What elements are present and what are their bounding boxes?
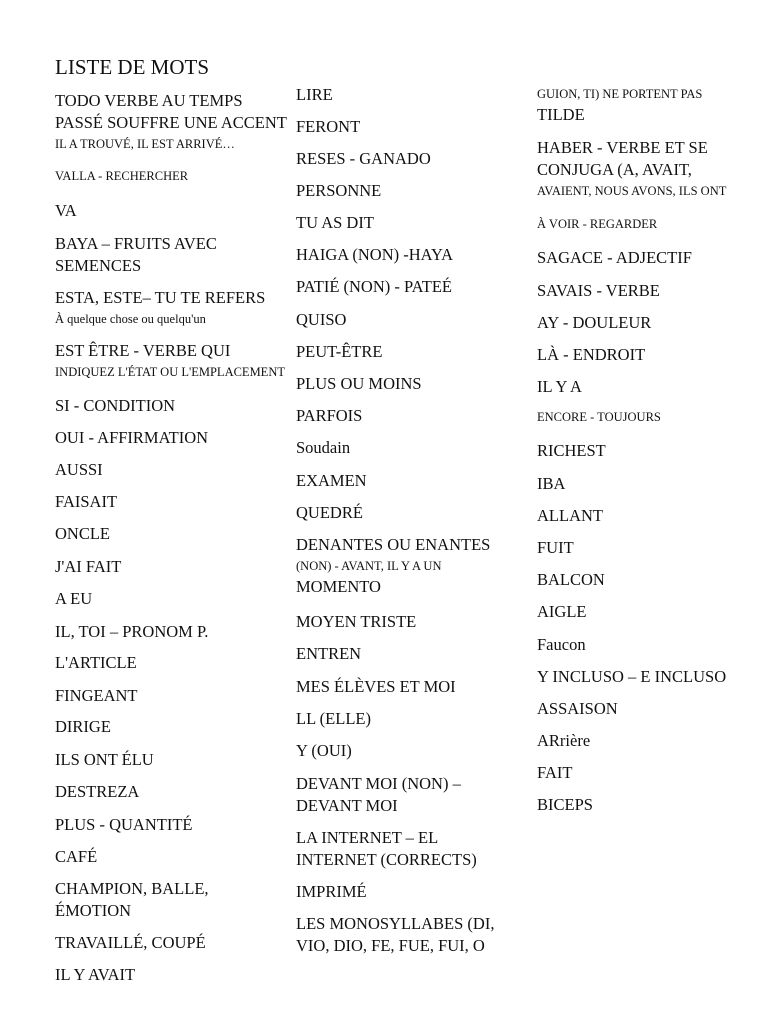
word-entry-line: L'ARTICLE xyxy=(55,653,137,672)
word-entry-line: RESES - GANADO xyxy=(296,149,431,168)
word-entry xyxy=(55,395,175,417)
word-entry xyxy=(296,534,490,598)
word-entry-line: Y (OUI) xyxy=(296,741,352,760)
word-entry xyxy=(55,233,217,277)
word-entry-line: IL A TROUVÉ, IL EST ARRIVÉ… xyxy=(55,137,235,151)
word-entry-line: DENANTES OU ENANTES xyxy=(296,535,491,554)
word-entry-line: A EU xyxy=(55,589,93,608)
word-entry xyxy=(55,716,111,738)
word-entry-line: VIO, DIO, FE, FUE, FUI, O xyxy=(296,936,485,955)
word-entry-line: HAIGA (NON) -HAYA xyxy=(296,245,454,264)
word-entry-line: INDIQUEZ L'ÉTAT OU L'EMPLACEMENT xyxy=(55,365,285,379)
word-entry xyxy=(55,878,209,922)
word-entry xyxy=(537,440,606,462)
word-entry xyxy=(296,148,431,170)
word-entry-line: DEVANT MOI (NON) – xyxy=(296,774,461,793)
word-entry xyxy=(296,881,367,903)
word-entry xyxy=(55,200,77,222)
word-entry-line: PLUS - QUANTITÉ xyxy=(55,815,193,834)
word-entry xyxy=(537,137,726,201)
word-entry xyxy=(296,212,374,234)
word-entry xyxy=(55,652,137,674)
word-entry xyxy=(296,276,452,298)
word-entry-line: BAYA – FRUITS AVEC xyxy=(55,234,217,253)
word-entry-line: TU AS DIT xyxy=(296,213,374,232)
word-entry-line: FINGEANT xyxy=(55,686,138,705)
word-entry-line: PASSÉ SOUFFRE UNE ACCENT xyxy=(55,113,287,132)
word-entry-line: MOMENTO xyxy=(296,577,381,596)
word-entry xyxy=(55,556,121,578)
word-entry-line: OUI - AFFIRMATION xyxy=(55,428,209,447)
word-entry xyxy=(296,437,350,459)
word-entry-line: Soudain xyxy=(296,438,351,457)
word-entry xyxy=(537,407,661,427)
word-entry-line: AIGLE xyxy=(537,602,587,621)
word-entry xyxy=(55,523,110,545)
word-entry xyxy=(55,166,188,186)
word-entry-line: MES ÉLÈVES ET MOI xyxy=(296,677,456,696)
word-entry-line: PATIÉ (NON) - PATEÉ xyxy=(296,277,452,296)
word-entry xyxy=(537,634,586,656)
word-entry xyxy=(296,676,456,698)
word-entry xyxy=(296,773,461,817)
word-entry-line: HABER - VERBE ET SE xyxy=(537,138,708,157)
word-entry-line: À quelque chose ou quelqu'un xyxy=(55,312,206,326)
word-entry-line: BALCON xyxy=(537,570,605,589)
word-entry xyxy=(296,309,346,331)
word-entry-line: LL (ELLE) xyxy=(296,709,371,728)
word-entry-line: ENTREN xyxy=(296,644,362,663)
word-entry-line: ALLANT xyxy=(537,506,603,525)
word-entry-line: FUIT xyxy=(537,538,574,557)
word-entry xyxy=(55,621,208,643)
word-entry-line: BICEPS xyxy=(537,795,593,814)
word-entry xyxy=(55,427,208,449)
word-entry xyxy=(537,698,618,720)
word-entry xyxy=(55,340,285,382)
word-entry-line: IMPRIMÉ xyxy=(296,882,367,901)
word-entry-line: VA xyxy=(55,201,77,220)
word-entry-line: IL Y AVAIT xyxy=(55,965,136,984)
page-title: LISTE DE MOTS xyxy=(55,55,209,79)
word-entry xyxy=(537,312,651,334)
word-entry-line: À VOIR - REGARDER xyxy=(537,217,658,231)
word-entry-line: ASSAISON xyxy=(537,699,618,718)
word-entry xyxy=(537,601,586,623)
word-entry-line: IBA xyxy=(537,474,566,493)
word-entry-line: EXAMEN xyxy=(296,471,367,490)
word-entry-line: GUION, TI) NE PORTENT PAS xyxy=(537,87,703,101)
word-entry-line: QUISO xyxy=(296,310,347,329)
word-entry-line: SAGACE - ADJECTIF xyxy=(537,248,692,267)
word-entry xyxy=(296,341,382,363)
word-entry xyxy=(537,280,660,302)
word-entry-line: ÉMOTION xyxy=(55,901,132,920)
word-entry-line: PEUT-ÊTRE xyxy=(296,342,383,361)
word-entry xyxy=(55,749,154,771)
word-entry-line: ARrière xyxy=(537,731,591,750)
word-entry-line: VALLA - RECHERCHER xyxy=(55,169,189,183)
word-entry xyxy=(537,344,645,366)
word-entry xyxy=(296,611,416,633)
word-entry xyxy=(55,459,103,481)
word-entry xyxy=(537,214,657,234)
word-entry xyxy=(55,90,287,154)
word-entry xyxy=(537,762,572,784)
word-entry xyxy=(537,537,574,559)
word-entry-line: ESTA, ESTE– TU TE REFERS xyxy=(55,288,266,307)
word-entry-line: DESTREZA xyxy=(55,782,140,801)
word-entry-line: DIRIGE xyxy=(55,717,111,736)
word-entry-line: AY - DOULEUR xyxy=(537,313,652,332)
word-entry-line: IL Y A xyxy=(537,377,582,396)
word-entry xyxy=(296,643,361,665)
word-entry xyxy=(296,405,362,427)
word-entry-line: ILS ONT ÉLU xyxy=(55,750,154,769)
word-entry xyxy=(296,180,381,202)
word-entry xyxy=(296,470,367,492)
word-entry xyxy=(537,473,565,495)
word-entry xyxy=(537,569,605,591)
word-entry-line: LES MONOSYLLABES (DI, xyxy=(296,914,495,933)
word-entry-line: IL, TOI – PRONOM P. xyxy=(55,622,209,641)
word-entry-line: LIRE xyxy=(296,85,333,104)
word-entry-line: CAFÉ xyxy=(55,847,98,866)
word-entry-line: PLUS OU MOINS xyxy=(296,374,422,393)
word-entry xyxy=(296,502,363,524)
word-entry-line: QUEDRÉ xyxy=(296,503,363,522)
word-entry-line: PARFOIS xyxy=(296,406,363,425)
word-entry xyxy=(55,287,265,329)
word-entry xyxy=(296,244,453,266)
word-entry-line: LA INTERNET – EL xyxy=(296,828,439,847)
word-entry-line: ENCORE - TOUJOURS xyxy=(537,410,661,424)
word-entry xyxy=(537,794,593,816)
word-entry-line: FAISAIT xyxy=(55,492,118,511)
word-entry xyxy=(296,827,477,871)
word-entry xyxy=(55,781,139,803)
word-entry xyxy=(537,376,582,398)
word-entry-line: DEVANT MOI xyxy=(296,796,398,815)
word-entry-line: AUSSI xyxy=(55,460,103,479)
word-entry xyxy=(296,84,333,106)
word-entry-line: ONCLE xyxy=(55,524,110,543)
word-entry xyxy=(55,814,193,836)
word-entry xyxy=(296,116,360,138)
word-entry xyxy=(296,373,422,395)
word-entry xyxy=(296,740,352,762)
word-entry xyxy=(55,964,135,986)
word-entry xyxy=(55,846,97,868)
word-entry-line: TRAVAILLÉ, COUPÉ xyxy=(55,933,206,952)
word-entry-line: PERSONNE xyxy=(296,181,382,200)
word-entry-line: MOYEN TRISTE xyxy=(296,612,417,631)
word-entry-line: CHAMPION, BALLE, xyxy=(55,879,209,898)
word-entry-line: SEMENCES xyxy=(55,256,142,275)
word-entry-line: TILDE xyxy=(537,105,585,124)
word-entry xyxy=(55,685,138,707)
word-entry-line: FAIT xyxy=(537,763,573,782)
word-entry xyxy=(55,588,92,610)
word-entry-line: INTERNET (CORRECTS) xyxy=(296,850,477,869)
word-entry-line: J'AI FAIT xyxy=(55,557,122,576)
word-entry-line: (NON) - AVANT, IL Y A UN xyxy=(296,559,442,573)
word-entry-line: Y INCLUSO – E INCLUSO xyxy=(537,667,727,686)
word-entry xyxy=(537,730,590,752)
word-entry xyxy=(537,84,702,126)
word-entry-line: AVAIENT, NOUS AVONS, ILS ONT xyxy=(537,184,727,198)
word-entry-line: EST ÊTRE - VERBE QUI xyxy=(55,341,231,360)
word-entry-line: CONJUGA (A, AVAIT, xyxy=(537,160,692,179)
word-entry xyxy=(537,666,726,688)
word-entry-line: SI - CONDITION xyxy=(55,396,176,415)
word-entry xyxy=(55,932,206,954)
word-entry-line: RICHEST xyxy=(537,441,606,460)
word-entry xyxy=(55,491,117,513)
word-entry-line: FERONT xyxy=(296,117,361,136)
word-entry xyxy=(537,505,603,527)
word-entry xyxy=(296,708,371,730)
word-entry xyxy=(296,913,494,957)
word-entry-line: Faucon xyxy=(537,635,586,654)
word-entry xyxy=(537,247,692,269)
word-entry-line: LÀ - ENDROIT xyxy=(537,345,646,364)
word-entry-line: TODO VERBE AU TEMPS xyxy=(55,91,243,110)
word-entry-line: SAVAIS - VERBE xyxy=(537,281,660,300)
